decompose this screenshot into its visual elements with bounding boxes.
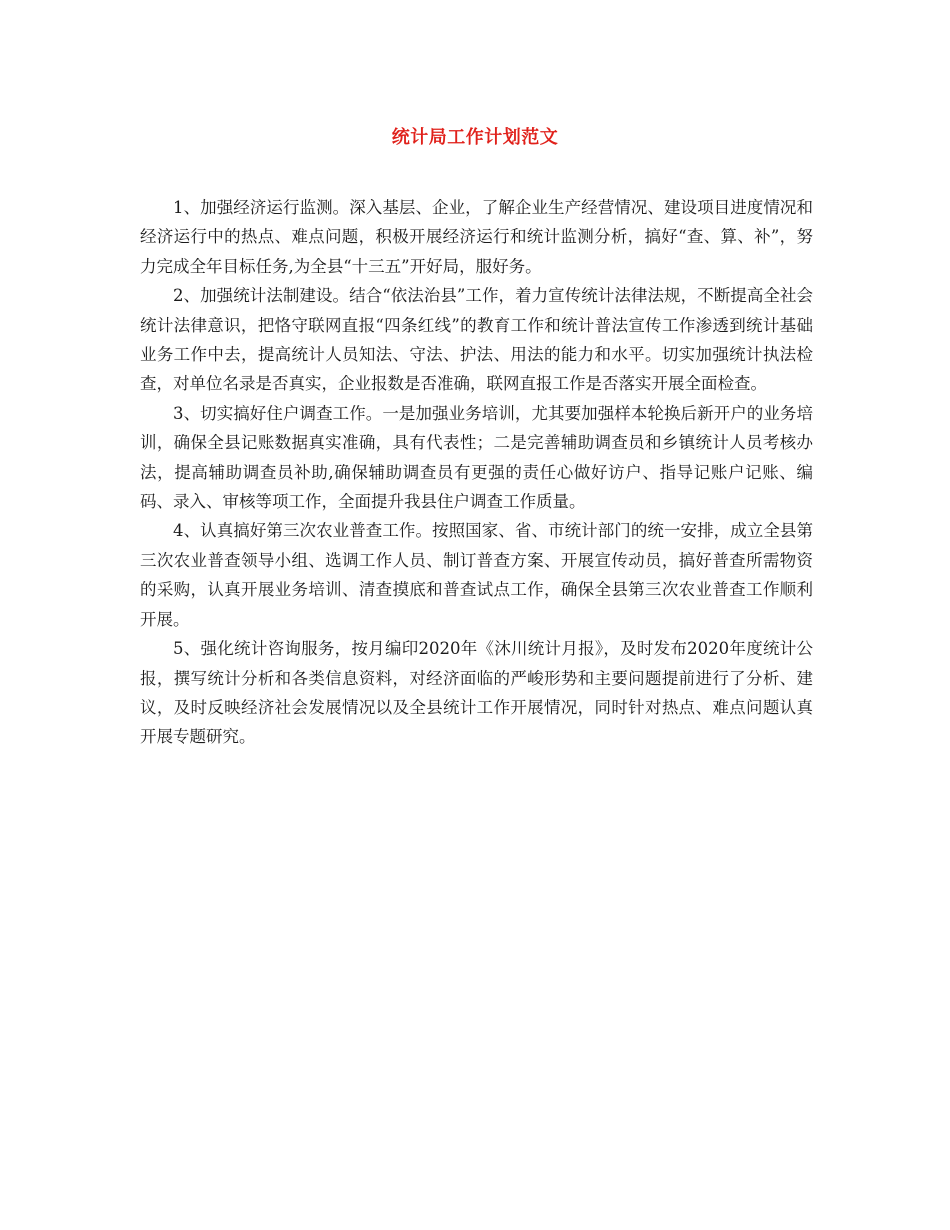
document-body	[140, 193, 813, 752]
document-title: 统计局工作计划范文	[391, 127, 559, 148]
paragraph-2: 2、加强统计法制建设。结合“依法治县”工作，着力宣传统计法律法规，不断提高全社会统计法律意识，把恪守联网直报“四条红线”的教育工作和统计普法宣传工作渗透到统计基础业务工作中去，提高统计人员知法、守法、护法、用法的能力和水平。切实加强统计执法检查，对单位名录是否真实，企业报数是否准确，联网直报工作是否落实开展全面检查。	[140, 286, 813, 394]
paragraph-4: 4、认真搞好第三次农业普查工作。按照国家、省、市统计部门的统一安排，成立全县第三次农业普查领导小组、选调工作人员、制订普查方案、开展宣传动员，搞好普查所需物资的采购，认真开展业务培训、清查摸底和普查试点工作，确保全县第三次农业普查工作顺利开展。	[140, 521, 813, 629]
paragraph-1: 1、加强经济运行监测。深入基层、企业，了解企业生产经营情况、建设项目进度情况和经济运行中的热点、难点问题，积极开展经济运行和统计监测分析，搞好“查、算、补”，努力完成全年目标任务,为全县“十三五”开好局，服好务。	[140, 198, 813, 276]
paragraph-3: 3、切实搞好住户调查工作。一是加强业务培训，尤其要加强样本轮换后新开户的业务培训，确保全县记账数据真实准确，具有代表性；二是完善辅助调查员和乡镇统计人员考核办法，提高辅助调查员补助,确保辅助调查员有更强的责任心做好访户、指导记账户记账、编码、录入、审核等项工作，全面提升我县住户调查工作质量。	[140, 403, 813, 512]
paragraph-5: 5、强化统计咨询服务，按月编印2020年《沐川统计月报》，及时发布2020年度统计公报，撰写统计分析和各类信息资料，对经济面临的严峻形势和主要问题提前进行了分析、建议，及时反映经济社会发展情况以及全县统计工作开展情况，同时针对热点、难点问题认真开展专题研究。	[140, 639, 813, 747]
